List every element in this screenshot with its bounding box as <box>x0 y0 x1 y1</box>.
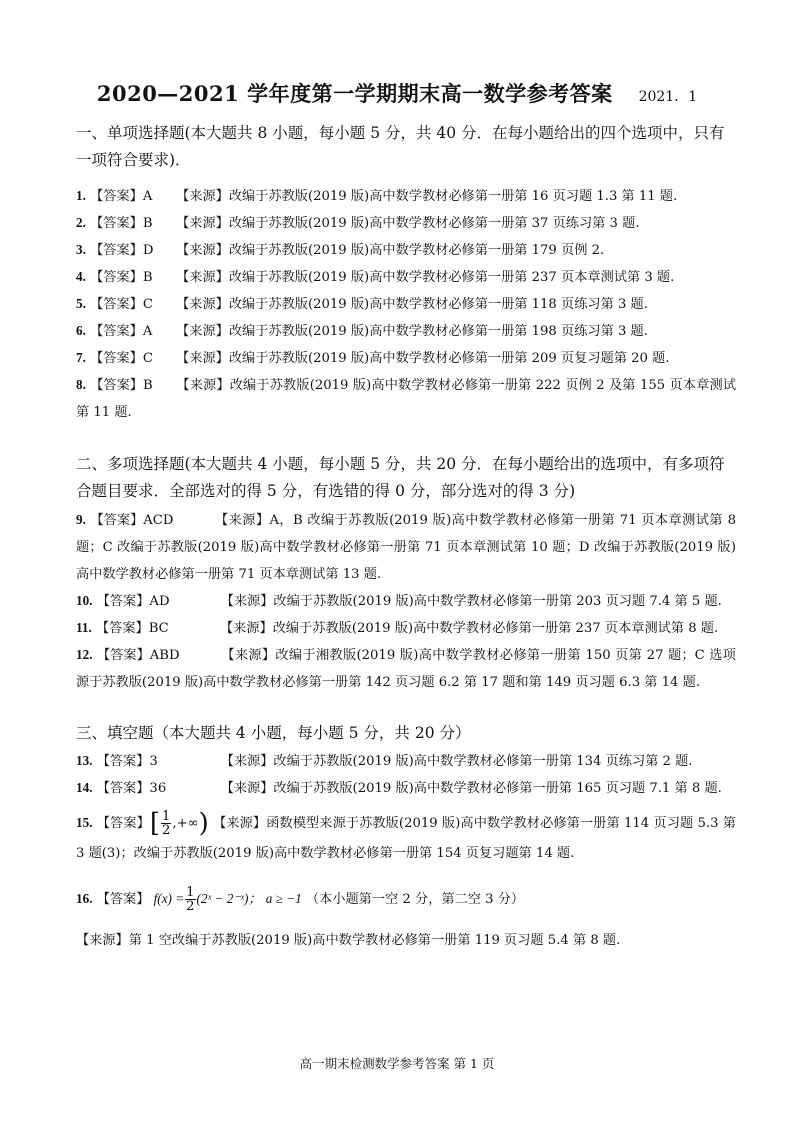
answer-item-5: 5. 【答案】C 【来源】改编于苏教版(2019 版)高中数学教材必修第一册第 118 页练习第 3 题. <box>76 296 648 312</box>
answer-item-2: 2. 【答案】B 【来源】改编于苏教版(2019 版)高中数学教材必修第一册第 37 页练习第 3 题. <box>76 215 640 231</box>
fraction: $\frac{1}{2}$ <box>162 809 171 838</box>
bracket-open-icon: [ <box>149 808 161 839</box>
answer-item-11: 11. 【答案】BC 【来源】改编于苏教版(2019 版)高中数学教材必修第一册第 237 页本章测试第 8 题. <box>76 620 719 636</box>
answer-item-3: 3. 【答案】D 【来源】改编于苏教版(2019 版)高中数学教材必修第一册第 179 页例 2. <box>76 242 605 258</box>
answer-item-10: 10. 【答案】AD 【来源】改编于苏教版(2019 版)高中数学教材必修第一册第 203 页习题 7.4 第 5 题. <box>76 593 722 609</box>
page-footer: 高一期末检测数学参考答案 第 1 页 <box>299 1056 495 1071</box>
extra-source: 【来源】第 1 空改编于苏教版(2019 版)高中数学教材必修第一册第 119 页习题 5.4 第 8 题. <box>76 933 621 948</box>
answer-item-9: 9. 【答案】ACD 【来源】A，B 改编于苏教版(2019 版)高中数学教材必修第一册第 71 页本章测试第 8 题；C 改编于苏教版(2019 版)高中数学教材必修第一册第 71 页本章测试第 10 题；D 改编于苏教版(2019 版)高中数学教材必修第一册第 71 页本章测试第 13 题. <box>76 512 736 582</box>
title-date: 2021．1 <box>638 89 698 105</box>
answer-item-7: 7. 【答案】C 【来源】改编于苏教版(2019 版)高中数学教材必修第一册第 209 页复习题第 20 题. <box>76 350 670 366</box>
answer-item-6: 6. 【答案】A 【来源】改编于苏教版(2019 版)高中数学教材必修第一册第 198 页练习第 3 题. <box>76 323 648 339</box>
answer-item-4: 4. 【答案】B 【来源】改编于苏教版(2019 版)高中数学教材必修第一册第 237 页本章测试第 3 题. <box>76 269 675 285</box>
section1-heading: 一、单项选择题(本大题共 8 小题，每小题 5 分，共 40 分．在每小题给出的四个选项中，只有一项符合要求)． <box>76 124 725 169</box>
answer-item-8: 8. 【答案】B 【来源】改编于苏教版(2019 版)高中数学教材必修第一册第 222 页例 2 及第 155 页本章测试第 11 题. <box>76 377 736 420</box>
answer-item-12: 12. 【答案】ABD 【来源】改编于湘教版(2019 版)高中数学教材必修第一册第 150 页第 27 题；C 选项源于苏教版(2019 版)高中数学教材必修第一册第 142 页习题 6.2 第 17 题和第 149 页习题 6.3 第 14 题. <box>76 647 736 690</box>
answer-item-1: 1. 【答案】A 【来源】改编于苏教版(2019 版)高中数学教材必修第一册第 16 页习题 1.3 第 11 题. <box>76 188 678 204</box>
page-title <box>0 78 794 108</box>
bracket-close-icon: ) <box>198 808 209 839</box>
section2-heading: 二、多项选择题(本大题共 4 小题，每小题 5 分，共 20 分．在每小题给出的选项中，有多项符合题目要求．全部选对的得 5 分，有选错的得 0 分，部分选对的得 3 分) <box>76 455 725 500</box>
answer-item-15: 15. 【答案】[ $\frac{1}{2}$ ,+∞) 【来源】函数模型来源于苏教版(2019 版)高中数学教材必修第一册第 114 页习题 5.3 第 3 题(3)；改编于苏教版(2019 版)高中数学教材必修第一册第 154 页复习题第 14 题. <box>76 808 736 861</box>
answer-item-13: 13. 【答案】3 【来源】改编于苏教版(2019 版)高中数学教材必修第一册第 134 页练习第 2 题. <box>76 753 693 769</box>
fraction: $\frac{1}{2}$ <box>186 885 195 914</box>
answer-item-16: 16. 【答案】 f(x) = $\frac{1}{2}$ (2ˣ − 2⁻ˣ)； a ≥ −1 （本小题第一空 2 分，第二空 3 分） <box>76 885 525 914</box>
section3-heading: 三、填空题（本大题共 4 小题，每小题 5 分，共 20 分） <box>76 724 471 742</box>
title-text: 2020—2021 学年度第一学期期末高一数学参考答案 <box>96 81 613 106</box>
answer-item-14: 14. 【答案】36 【来源】改编于苏教版(2019 版)高中数学教材必修第一册第 165 页习题 7.1 第 8 题. <box>76 780 722 796</box>
